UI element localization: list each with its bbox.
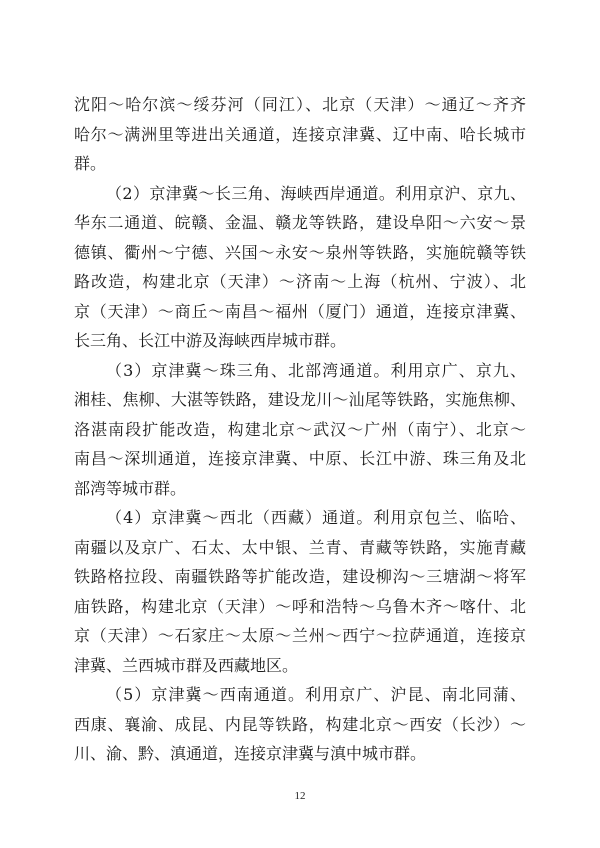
text-line: （5）京津冀～西南通道。利用京广、沪昆、南北同蒲、 (106, 685, 526, 704)
text-line: 南昌～深圳通道，连接京津冀、中原、长江中游、珠三角及北 (74, 449, 526, 468)
text-line: 南疆以及京广、石太、太中银、兰青、青藏等铁路，实施青藏 (74, 537, 526, 557)
text-line: 德镇、衢州～宁德、兴国～永安～泉州等铁路，实施皖赣等铁 (74, 242, 526, 262)
text-line: 京（天津）～商丘～南昌～福州（厦门）通道，连接京津冀、 (74, 301, 526, 321)
text-line: 长三角、长江中游及海峡西岸城市群。 (74, 331, 347, 350)
text-line: 西康、襄渝、成昆、内昆等铁路，构建北京～西安（长沙）～ (74, 714, 526, 734)
text-line: 津冀、兰西城市群及西藏地区。 (74, 655, 299, 675)
text-line: （3）京津冀～珠三角、北部湾通道。利用京广、京九、 (106, 360, 526, 380)
text-line: 铁路格拉段、南疆铁路等扩能改造，建设柳沟～三塘湖～将军 (74, 567, 526, 586)
text-line: （2）京津冀～长三角、海峡西岸通道。利用京沪、京九、 (106, 183, 526, 203)
text-line: 路改造，构建北京（天津）～济南～上海（杭州、宁波）、北 (74, 272, 526, 291)
text-line: 川、渝、黔、滇通道，连接京津冀与滇中城市群。 (74, 744, 427, 763)
text-line: 哈尔～满洲里等进出关通道，连接京津冀、辽中南、哈长城市 (74, 124, 526, 144)
page-number: 12 (294, 790, 306, 802)
text-line: 群。 (74, 154, 107, 173)
text-line: （4）京津冀～西北（西藏）通道。利用京包兰、临哈、 (106, 508, 526, 527)
text-line: 沈阳～哈尔滨～绥芬河（同江）、北京（天津）～通辽～齐齐 (74, 95, 526, 114)
text-line: 京（天津）～石家庄～太原～兰州～西宁～拉萨通道，连接京 (74, 626, 526, 645)
text-line: 部湾等城市群。 (74, 478, 187, 498)
text-line: 洛湛南段扩能改造，构建北京～武汉～广州（南宁）、北京～ (74, 419, 526, 439)
document-body (74, 90, 526, 769)
text-line: 湘桂、焦柳、大湛等铁路，建设龙川～汕尾等铁路，实施焦柳、 (74, 390, 526, 409)
text-line: 华东二通道、皖赣、金温、赣龙等铁路，建设阜阳～六安～景 (74, 213, 526, 232)
text-line: 庙铁路，构建北京（天津）～呼和浩特～乌鲁木齐～喀什、北 (74, 596, 526, 616)
